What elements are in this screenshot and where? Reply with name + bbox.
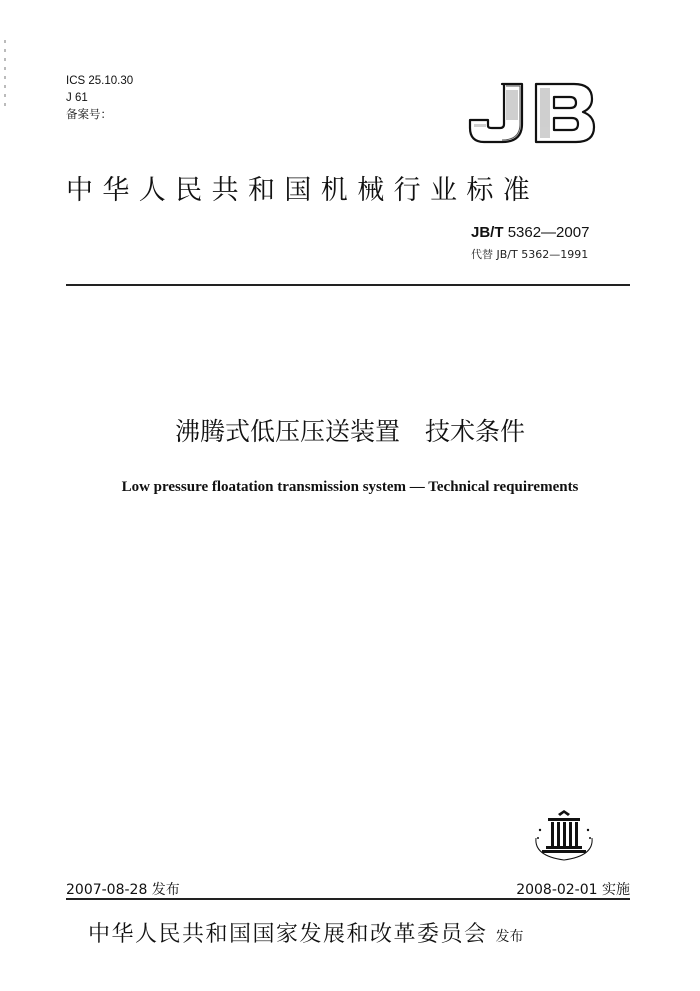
replaces-standard: 代替 JB/T 5362—1991 — [471, 248, 589, 261]
publisher-action: 发布 — [495, 929, 524, 945]
header-divider — [66, 284, 630, 286]
publisher-line — [88, 917, 524, 948]
department-title: 中华人民共和国机械行业标准 — [66, 175, 540, 206]
scan-edge-mark — [4, 40, 6, 110]
publisher-seal-icon — [528, 808, 600, 864]
issue-date: 2007-08-28 发布 — [66, 882, 180, 898]
document-title-cn: 沸腾式低压压送装置 技术条件 — [174, 417, 525, 446]
document-title-en: Low pressure floatation transmission system — Technical requirements — [121, 479, 579, 495]
implementation-date: 2008-02-01 实施 — [516, 882, 630, 898]
jb-logo — [466, 80, 598, 146]
classification-block — [66, 73, 133, 124]
standard-number: 5362—2007 — [507, 224, 590, 241]
standard-prefix: JB/T — [471, 224, 508, 241]
standard-code — [471, 224, 589, 241]
classification-code: J 61 — [66, 92, 88, 104]
ics-code: ICS 25.10.30 — [66, 75, 134, 87]
footer-divider — [66, 898, 630, 900]
publisher-organization: 中华人民共和国国家发展和改革委员会 — [88, 922, 488, 947]
filing-number: 备案号： — [66, 109, 112, 121]
